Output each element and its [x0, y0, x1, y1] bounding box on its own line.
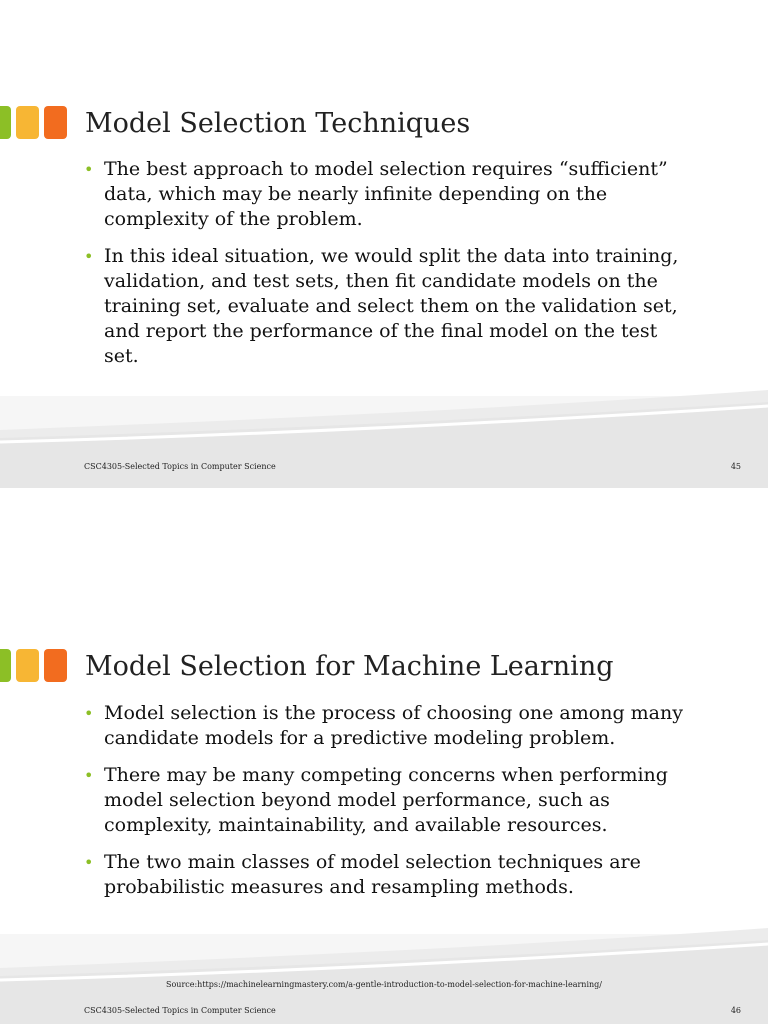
bullet-item	[84, 850, 684, 900]
bullet-text: In this ideal situation, we would split the data into training, validation, and test sets, then fit candidate models on the training set, evaluate and select them on the validation set, and report the performance of the final model on the test set.	[104, 245, 679, 367]
bullet-text: The best approach to model selection requires “sufficient” data, which may be nearly infinite depending on the complexity of the problem.	[104, 158, 668, 230]
source-citation: Source:https://machinelearningmastery.com/a-gentle-introduction-to-model-selection-for-machine-learning/	[166, 980, 602, 989]
slide-46	[0, 540, 768, 1024]
page-number: 45	[730, 462, 741, 471]
bullet-icon: •	[84, 247, 94, 266]
accent-block-yellow	[16, 649, 39, 682]
bullet-icon: •	[84, 704, 94, 723]
bullet-item	[84, 157, 684, 232]
bullet-list	[84, 701, 684, 912]
bullet-icon: •	[84, 766, 94, 785]
bullet-item	[84, 701, 684, 751]
page-number: 46	[730, 1006, 741, 1015]
accent-block-green	[0, 106, 11, 139]
bullet-item	[84, 763, 684, 838]
slide-45	[0, 0, 768, 488]
slide-title: Model Selection for Machine Learning	[85, 651, 614, 682]
bullet-text: Model selection is the process of choosing one among many candidate models for a predictive modeling problem.	[104, 702, 683, 749]
bullet-icon: •	[84, 853, 94, 872]
accent-block-yellow	[16, 106, 39, 139]
bullet-icon: •	[84, 160, 94, 179]
bullet-text: There may be many competing concerns when performing model selection beyond model performance, such as complexity, maintainability, and available resources.	[104, 764, 668, 836]
bullet-text: The two main classes of model selection techniques are probabilistic measures and resampling methods.	[104, 851, 641, 898]
footer-swoosh	[0, 390, 768, 488]
footer-course: CSC4305-Selected Topics in Computer Science	[84, 462, 276, 471]
accent-block-orange	[44, 649, 67, 682]
bullet-item	[84, 244, 684, 369]
footer-course: CSC4305-Selected Topics in Computer Science	[84, 1006, 276, 1015]
bullet-list	[84, 157, 684, 381]
slide-title: Model Selection Techniques	[85, 108, 471, 139]
accent-block-orange	[44, 106, 67, 139]
accent-block-green	[0, 649, 11, 682]
